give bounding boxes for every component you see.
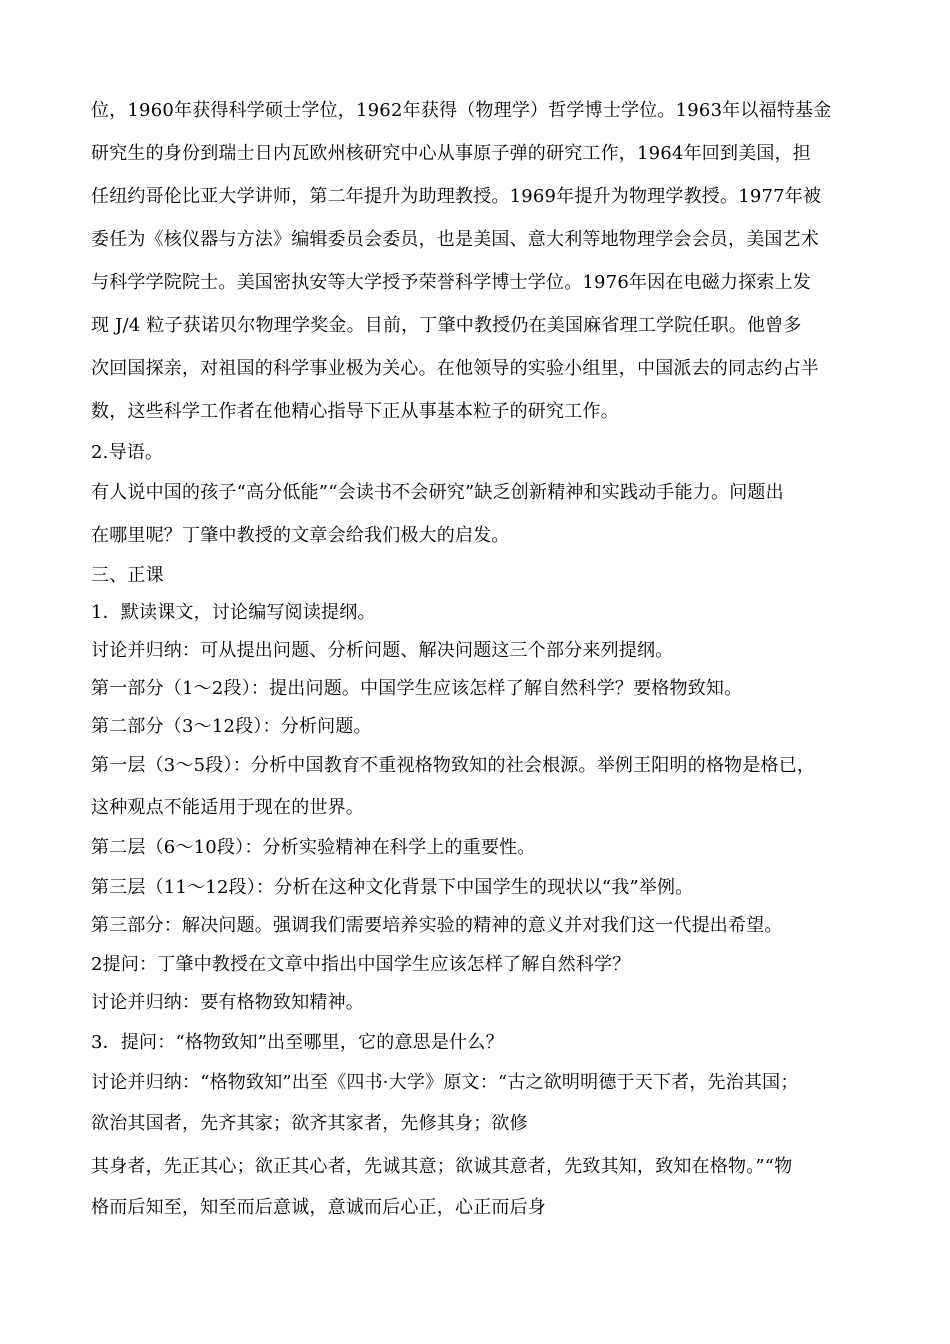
text-line: 在哪里呢？丁肇中教授的文章会给我们极大的启发。	[91, 525, 510, 546]
text-line: 现 J/4 粒子获诺贝尔物理学奖金。目前，丁肇中教授仍在美国麻省理工学院任职。他曾多	[91, 315, 802, 336]
text-line: 次回国探亲，对祖国的科学事业极为关心。在他领导的实验小组里，中国派去的同志约占半	[91, 358, 819, 379]
text-line: 第一层（3～5段）：分析中国教育不重视格物致知的社会根源。举例王阳明的格物是格已，	[91, 755, 816, 776]
text-line: 位，1960年获得科学硕士学位，1962年获得（物理学）哲学博士学位。1963年以福特基金	[91, 100, 832, 121]
text-line: 有人说中国的孩子“高分低能”“会读书不会研究”缺乏创新精神和实践动手能力。问题出	[91, 482, 784, 503]
text-line: 其身者，先正其心；欲正其心者，先诚其意；欲诚其意者，先致其知，致知在格物。”“物	[91, 1156, 793, 1177]
text-line: 这种观点不能适用于现在的世界。	[91, 797, 364, 818]
text-line: 委任为《核仪器与方法》编辑委员会委员，也是美国、意大利等地物理学会会员，美国艺术	[91, 229, 819, 250]
text-line: 讨论并归纳：可从提出问题、分析问题、解决问题这三个部分来列提纲。	[91, 640, 674, 661]
text-line: 欲治其国者，先齐其家；欲齐其家者，先修其身；欲修	[91, 1113, 528, 1134]
text-line: 第三部分：解决问题。强调我们需要培养实验的精神的意义并对我们这一代提出希望。	[91, 915, 783, 936]
text-line: 数，这些科学工作者在他精心指导下正从事基本粒子的研究工作。	[91, 401, 619, 422]
section-heading: 三、正课	[91, 565, 164, 586]
text-line: 讨论并归纳：要有格物致知精神。	[91, 992, 364, 1013]
text-line: 格而后知至，知至而后意诚，意诚而后心正，心正而后身	[91, 1197, 546, 1218]
text-line: 第一部分（1～2段）：提出问题。中国学生应该怎样了解自然科学？要格物致知。	[91, 678, 743, 699]
text-line: 第二部分（3～12段）：分析问题。	[91, 716, 372, 737]
text-line: 与科学学院院士。美国密执安等大学授予荣誉科学博士学位。1976年因在电磁力探索上发	[91, 272, 812, 293]
text-line: 第三层（11～12段）：分析在这种文化背景下中国学生的现状以“我”举例。	[91, 877, 694, 898]
text-line: 任纽约哥伦比亚大学讲师，第二年提升为助理教授。1969年提升为物理学教授。1977年被	[91, 186, 822, 207]
text-line: 2.导语。	[91, 442, 164, 463]
text-line: 第二层（6～10段）：分析实验精神在科学上的重要性。	[91, 837, 536, 858]
text-line: 研究生的身份到瑞士日内瓦欧州核研究中心从事原子弹的研究工作，1964年回到美国，担	[91, 143, 812, 164]
text-line: 3．提问：“格物致知”出至哪里，它的意思是什么？	[91, 1032, 504, 1053]
text-line: 讨论并归纳：“格物致知”出至《四书·大学》原文：“古之欲明明德于天下者，先治其国；	[91, 1072, 799, 1093]
text-line: 1．默读课文，讨论编写阅读提纲。	[91, 602, 376, 623]
text-line: 2提问：丁肇中教授在文章中指出中国学生应该怎样了解自然科学？	[91, 954, 631, 975]
